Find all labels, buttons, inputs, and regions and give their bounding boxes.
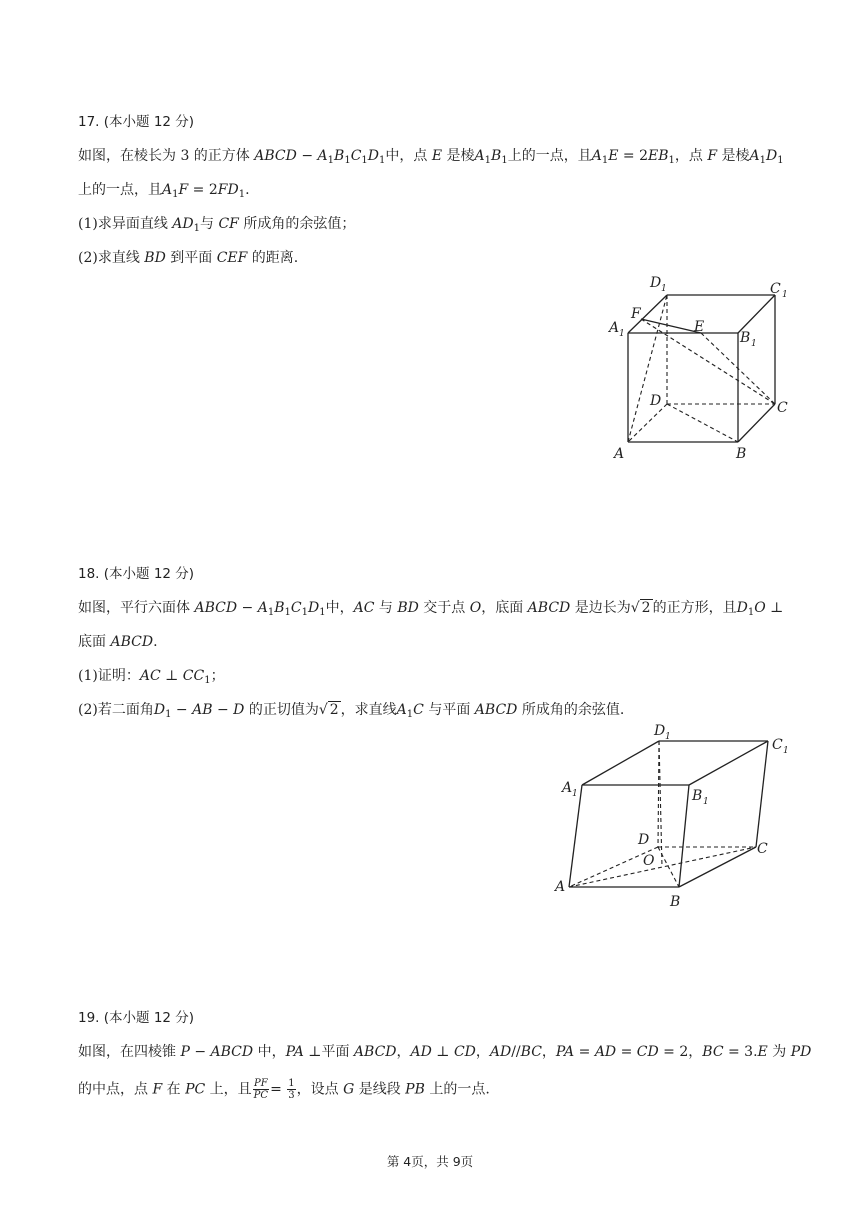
label-c1-sub: 1 xyxy=(783,746,789,756)
label-o: O xyxy=(643,853,655,869)
label-b1: B xyxy=(692,788,703,804)
label-d1: D xyxy=(654,723,666,739)
problem-18-question-2: (2)若二面角$D_1$ − AB − D 的正切值为√ 2 ，求直线$A_1C$ 与平面 ABCD 所成角的余弦值. xyxy=(78,702,625,720)
label-b1: B xyxy=(740,330,751,346)
label-c1: C xyxy=(770,281,781,297)
label-b: B xyxy=(736,446,747,462)
problem-17-header: 17. (本小题 12 分) xyxy=(78,114,195,130)
problem-18-header: 18. (本小题 12 分) xyxy=(78,566,195,582)
problem-19-text-1: 如图，在四棱锥 P − ABCD 中，PA ⊥平面 ABCD，AD ⊥ CD，AD//BC，PA = AD = CD = 2，BC = 3.E 为 PD xyxy=(78,1044,812,1060)
label-d1-sub: 1 xyxy=(661,284,667,294)
problem-19-header: 19. (本小题 12 分) xyxy=(78,1010,195,1026)
label-a: A xyxy=(555,879,566,895)
page-footer: 第 4页，共 9页 xyxy=(386,1154,474,1169)
problem-17-question-1: (1)求异面直线 $AD_1$与 CF 所成角的余弦值； xyxy=(78,216,356,234)
cube-figure xyxy=(600,270,800,465)
label-b: B xyxy=(670,894,681,910)
label-f: F xyxy=(631,306,641,322)
problem-17-text-1: 如图，在棱长为 3 的正方体 ABCD − $A_1B_1C_1D_1$中，点 E 是棱$A_1B_1$上的一点，且$A_1E = 2EB_1$，点 F 是棱$A_1D_1$ xyxy=(78,148,784,166)
label-d: D xyxy=(638,832,650,848)
label-a: A xyxy=(614,446,625,462)
problem-18-text-2: 底面 ABCD. xyxy=(78,634,158,650)
problem-17-question-2: (2)求直线 BD 到平面 CEF 的距离. xyxy=(78,250,299,266)
problem-17-text-2: 上的一点，且$A_1F = 2FD_1$. xyxy=(78,182,250,200)
label-e: E xyxy=(694,319,705,335)
problem-18-question-1: (1)证明：AC ⊥ $CC_1$； xyxy=(78,668,225,686)
label-d: D xyxy=(650,393,662,409)
label-a1: A xyxy=(562,780,573,796)
problem-18-text-1: 如图，平行六面体 ABCD − $A_1B_1C_1D_1$中，AC 与 BD 交于点 O，底面 ABCD 是边长为√ 2 的正方形，且$D_1O$ ⊥ xyxy=(78,600,784,618)
label-c1-sub: 1 xyxy=(782,290,788,300)
problem-19-text-2: 的中点，点 F 在 PC 上，且 $\frac{PF}{PC}$ = $\frac{1}{3}$ ，设点 G 是线段 PB 上的一点. xyxy=(78,1078,490,1101)
label-b1-sub: 1 xyxy=(751,339,757,349)
label-d1: D xyxy=(650,275,662,291)
label-a1: A xyxy=(609,320,620,336)
label-c1: C xyxy=(772,737,783,753)
label-b1-sub: 1 xyxy=(703,797,709,807)
parallelepiped-figure xyxy=(550,716,800,911)
label-c: C xyxy=(777,400,788,416)
label-a1-sub: 1 xyxy=(572,789,578,799)
label-d1-sub: 1 xyxy=(665,732,671,742)
label-c: C xyxy=(757,841,768,857)
label-a1-sub: 1 xyxy=(619,329,625,339)
